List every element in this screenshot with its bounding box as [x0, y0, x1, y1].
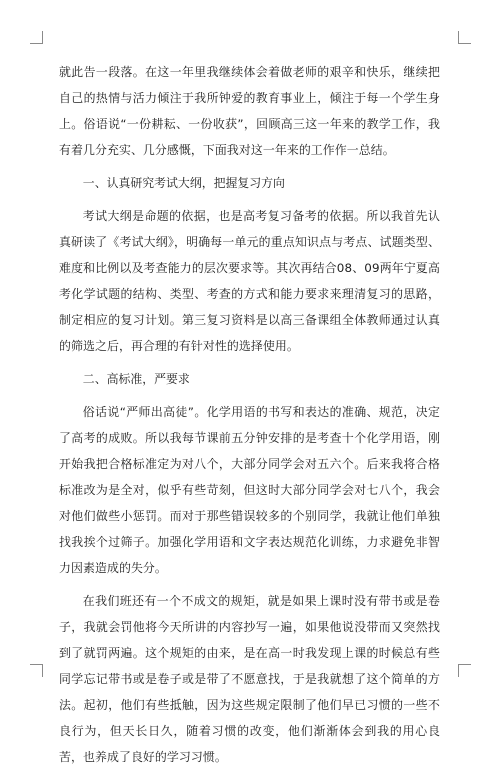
section-heading-1: 一、认真研究考试大纲，把握复习方向 [82, 176, 285, 190]
crop-mark-bottom-right [458, 664, 471, 677]
crop-mark-top-right [458, 31, 471, 44]
paragraph-syllabus: 考试大纲是命题的依据，也是高考复习备考的依据。所以我首先认真研读了《考试大纲》，明确每一单元的重点知识点与考点、试题类型、难度和比例以及考查能力的层次要求等。其次再结合08、09两年宁夏高考化学试题的结构、类型、考查的方式和能力要求来理清复习的思路，制定相应的复习计划。第三复习资料是以高三备课组全体教师通过认真的筛选之后，再合理的有针对性的选择使用。 [59, 209, 440, 353]
section-heading-2: 二、高标准，严要求 [82, 372, 190, 386]
crop-mark-top-left [30, 31, 43, 44]
paragraph-class-rules: 在我们班还有一个不成文的规矩，就是如果上课时没有带书或是卷子，我就会罚他将今天所讲的内容抄写一遍，如果他说没带而又突然找到了就罚两遍。这个规矩的由来，是在高一时我发现上课的时候总有些同学忘记带书或是卷子或是带了不愿意找，于是我就想了这个简单的方法。起初，他们有些抵触，因为这些规定限制了他们早已习惯的一些不良行为，但天长日久，随着习惯的改变，他们渐渐体会到我的用心良苦，也养成了良好的学习习惯。 [59, 594, 440, 764]
document-body [59, 59, 440, 777]
crop-mark-bottom-left [30, 664, 43, 677]
paragraph-standards: 俗话说“严师出高徒”。化学用语的书写和表达的准确、规范，决定了高考的成败。所以我每节课前五分钟安排的是考查十个化学用语，刚开始我把合格标准定为对八个，大部分同学会对五六个。后来我将合格标准改为是全对，似乎有些苛刻，但这时大部分同学会对七八个，我会对他们做些小惩罚。而对于那些错误较多的个别同学，我就让他们单独找我挨个过筛子。加强化学用语和文字表达规范化训练，力求避免非智力因素造成的失分。 [59, 405, 440, 575]
paragraph-intro-continued: 就此告一段落。在这一年里我继续体会着做老师的艰辛和快乐，继续把自己的热情与活力倾注于我所钟爱的教育事业上，倾注于每一个学生身上。俗语说“一份耕耘、一份收获”，回顾高三这一年来的教学工作，我有着几分充实、几分感慨，下面我对这一年来的工作作一总结。 [59, 65, 440, 157]
